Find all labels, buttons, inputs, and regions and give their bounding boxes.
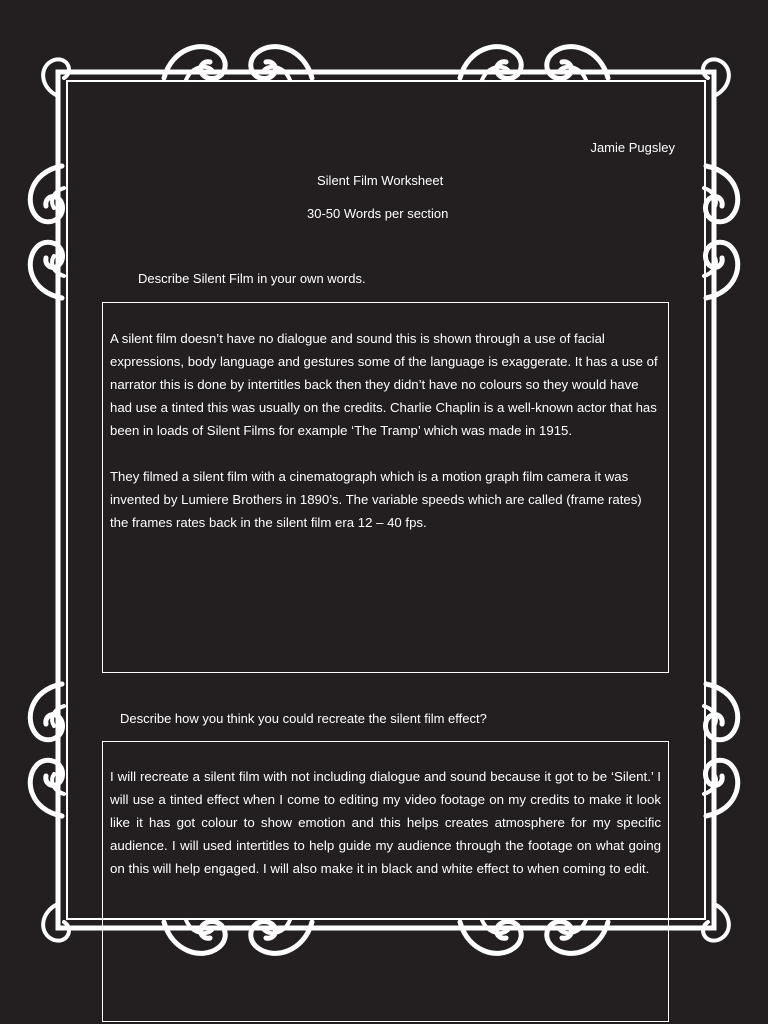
answer-box-1 <box>102 302 669 673</box>
answer-1-paragraph-2: They filmed a silent film with a cinematograph which is a motion graph film camera it was invented by Lumiere Brothers in 1890’s. The variable speeds which are called (frame rates) the frames rates back in the silent film era 12 – 40 fps. <box>110 469 642 530</box>
answer-1-paragraph-1: A silent film doesn’t have no dialogue and sound this is shown through a use of facial expressions, body language and gestures some of the language is exaggerate. It has a use of narrator this is done by intertitles back then they didn’t have no colours so they would have had use a tinted this was usually on the credits. Charlie Chaplin is a well-known actor that has been in loads of Silent Films for example ‘The Tramp’ which was made in 1915. <box>110 331 658 438</box>
answer-2-paragraph-1: I will recreate a silent film with not including dialogue and sound because it got to be ‘Silent.’ I will use a tinted effect when I come to editing my video footage on my credits to make it look like it has got colour to show emotion and this helps creates atmosphere for my specific audience. I will used intertitles to help guide my audience through the footage on what going on this will help engaged. I will also make it in black and white effect to when coming to edit. <box>110 769 661 876</box>
worksheet-subtitle: 30-50 Words per section <box>307 206 449 221</box>
question-2: Describe how you think you could recreate the silent film effect? <box>120 711 487 726</box>
answer-box-2 <box>102 741 669 1022</box>
question-1: Describe Silent Film in your own words. <box>138 271 366 286</box>
worksheet-title: Silent Film Worksheet <box>317 173 444 188</box>
author-name: Jamie Pugsley <box>590 140 675 155</box>
